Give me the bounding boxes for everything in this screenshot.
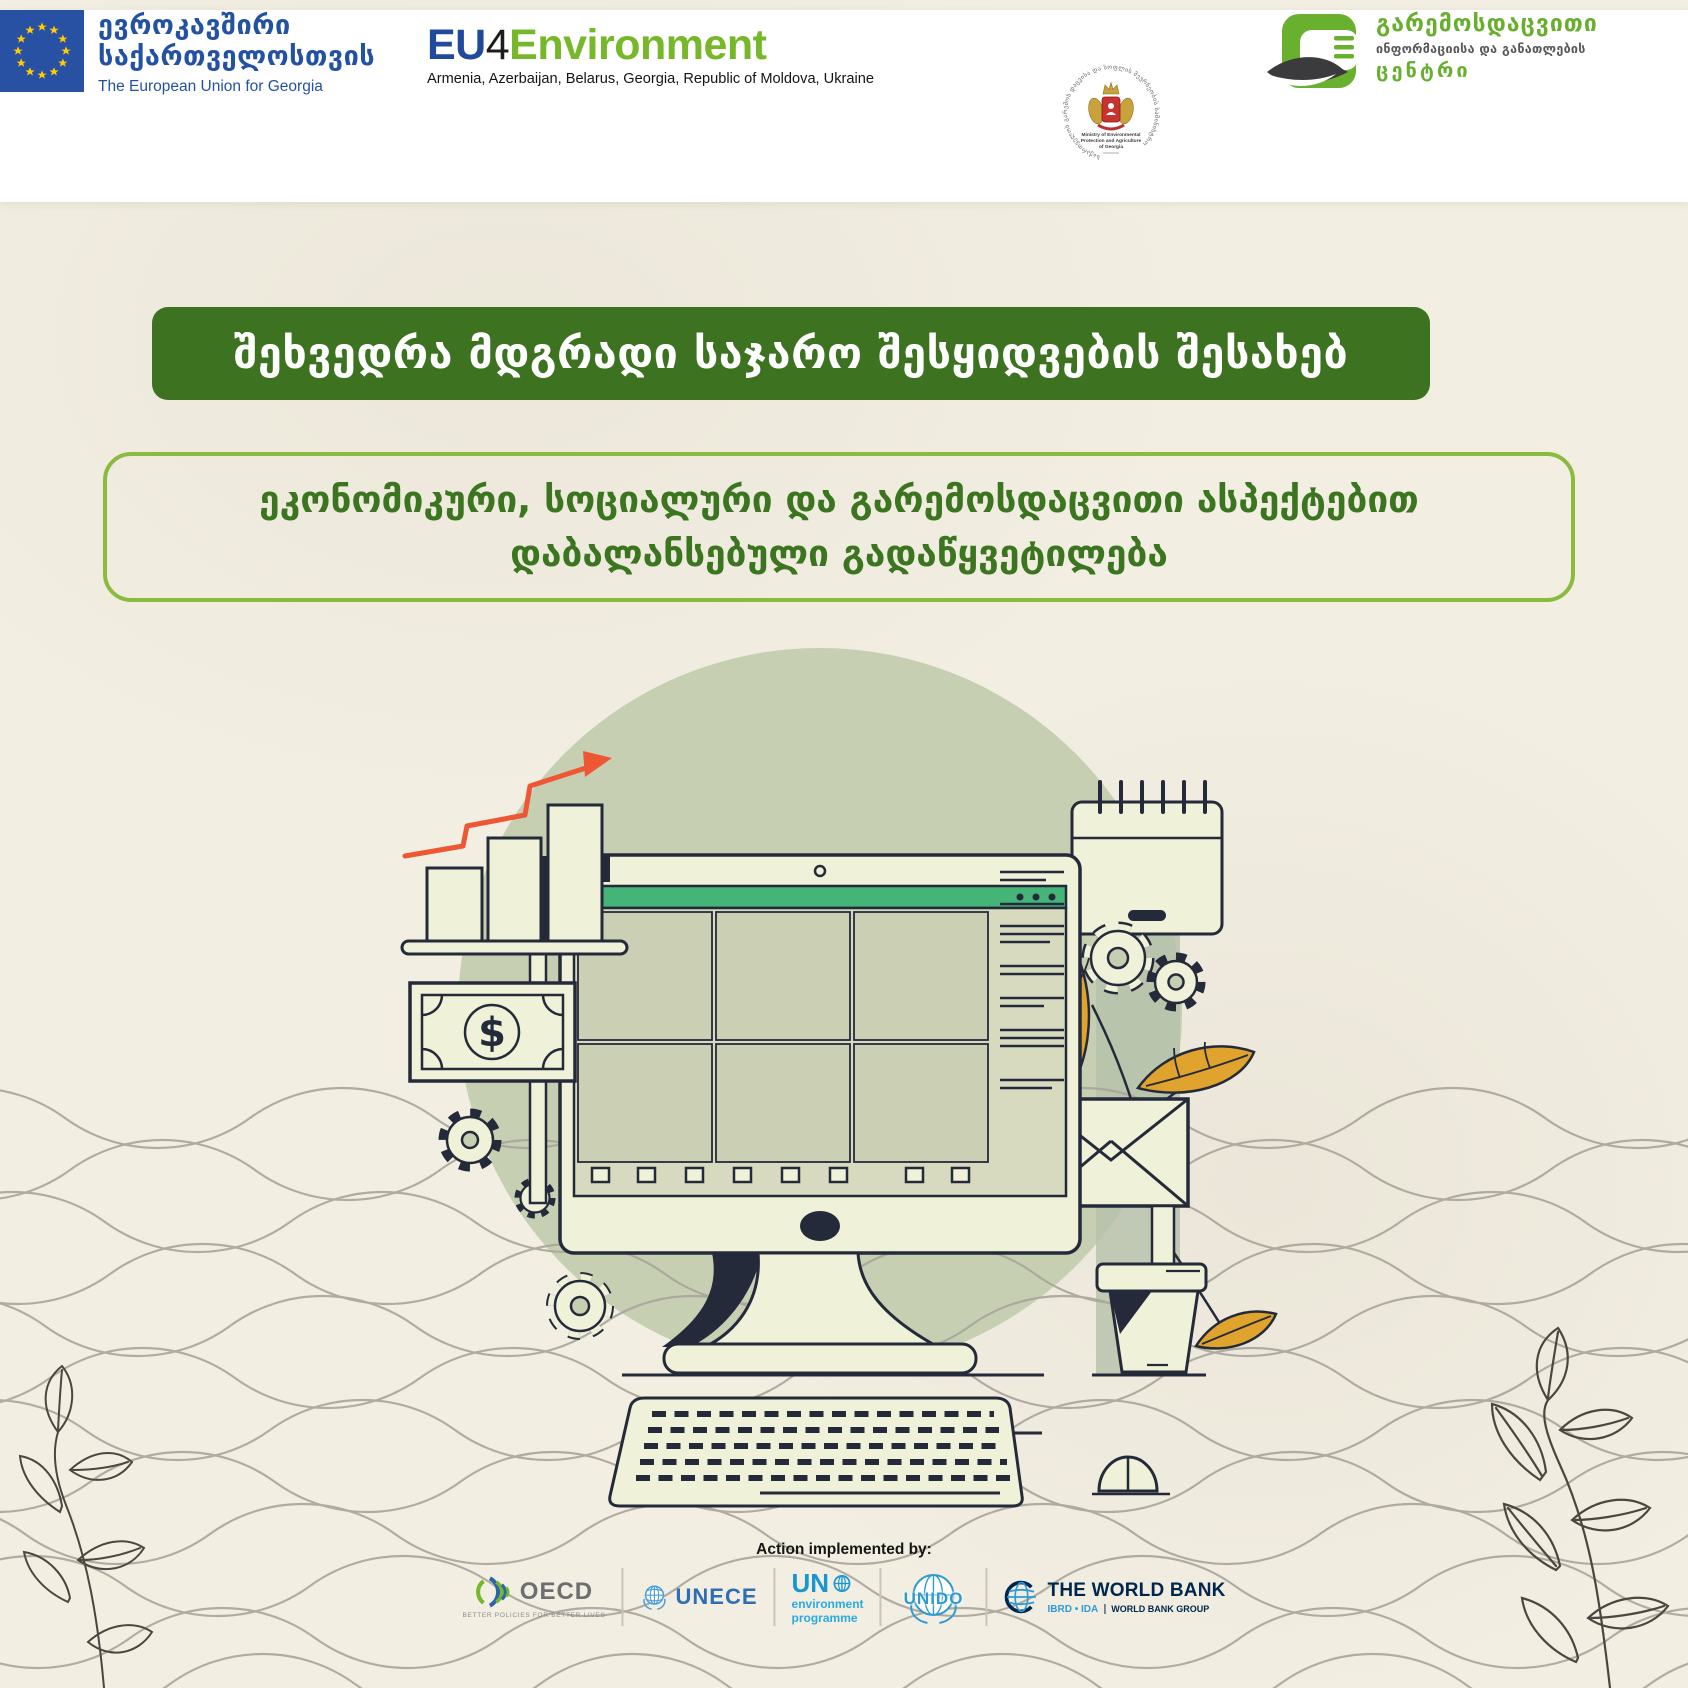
eu4environment-logo — [427, 21, 874, 87]
eu-georgian-line1: ევროკავშირი — [98, 10, 291, 41]
eiec-line2: ინფორმაციისა და განათლების — [1376, 41, 1586, 57]
subtitle-line1: ეკონომიკური, სოციალური და გარემოსდაცვითი ასპექტებით — [259, 478, 1419, 522]
gear-icon — [1088, 928, 1148, 988]
eiec-logo — [1266, 12, 1598, 92]
eu-logo — [0, 10, 375, 96]
mouse-icon — [1092, 1457, 1170, 1494]
ministry-arc-text: საქართველოს გარემოს დაცვისა და სოფლის მეურნეობის სამინისტრო — [1061, 63, 1161, 161]
browser-bar — [574, 886, 1066, 908]
calendar-icon — [1072, 782, 1222, 934]
unep-globe-icon — [832, 1574, 851, 1593]
ministry-name-line1: Ministry of Environmental — [1081, 133, 1141, 138]
dollar-sign: $ — [478, 1010, 506, 1056]
footer-caption: Action implemented by: — [756, 1541, 932, 1558]
header-band — [0, 10, 1688, 202]
unep-un: UN — [791, 1568, 830, 1598]
ministry-name-line2: Protection and Agriculture — [1080, 139, 1142, 144]
eu4env-environment: Environment — [509, 21, 767, 69]
eiec-line3: ცენტრი — [1376, 58, 1471, 83]
unep-logo — [776, 1570, 880, 1624]
title-banner — [152, 307, 1430, 400]
gear-icon — [443, 1113, 497, 1167]
eu4env-4: 4 — [485, 21, 510, 69]
eu-english-line: The European Union for Georgia — [98, 78, 323, 96]
eiec-line1: გარემოსდაცვითი — [1376, 11, 1598, 37]
oecd-name: OECD — [519, 1578, 594, 1605]
gear-icon — [551, 1277, 609, 1335]
eu-georgian-line2: საქართველოსთვის — [98, 41, 376, 73]
unep-line1: environment — [791, 1597, 864, 1611]
ministry-seal — [1056, 58, 1166, 168]
un-emblem-icon — [640, 1582, 670, 1612]
plant-pot-icon — [1097, 1206, 1206, 1372]
money-icon — [410, 983, 575, 1081]
monitor — [560, 855, 1080, 1253]
worldbank-name: THE WORLD BANK — [1047, 1579, 1226, 1601]
power-dot — [800, 1211, 840, 1241]
subtitle-box — [103, 452, 1575, 602]
gear-icon — [1151, 957, 1201, 1007]
unep-line2: programme — [791, 1611, 858, 1625]
eu4env-eu: EU — [427, 21, 486, 69]
unido-name: UNIDO — [903, 1589, 964, 1609]
unece-name: UNECE — [675, 1584, 758, 1609]
screen-panels — [578, 912, 988, 1162]
oecd-globe-icon — [475, 1575, 515, 1609]
oecd-tagline: BETTER POLICIES FOR BETTER LIVES — [462, 1612, 606, 1619]
eiec-icon — [1266, 12, 1360, 92]
leaf-icon — [1196, 1312, 1276, 1349]
oecd-logo — [446, 1575, 621, 1619]
worldbank-group: WORLD BANK GROUP — [1104, 1604, 1209, 1614]
eu-flag-icon — [0, 10, 84, 92]
keyboard-icon — [610, 1398, 1023, 1506]
eu4env-countries: Armenia, Azerbaijan, Belarus, Georgia, Republic of Moldova, Ukraine — [427, 71, 874, 87]
footer-logos — [446, 1568, 1241, 1626]
worldbank-logo — [988, 1579, 1242, 1615]
worldbank-ibrd-ida: IBRD • IDA — [1047, 1603, 1099, 1615]
worldbank-globe-icon — [1004, 1579, 1040, 1615]
ministry-name-line3: of Georgia — [1099, 145, 1123, 150]
unido-logo — [882, 1568, 986, 1626]
unece-logo — [624, 1582, 774, 1612]
subtitle-line2: დაბალანსებული გადაწყვეტილება — [510, 532, 1168, 575]
webcam-icon — [815, 866, 825, 876]
poster-title: შეხვედრა მდგრადი საჯარო შესყიდვების შესახებ — [233, 328, 1349, 379]
leaf-icon — [1138, 1042, 1254, 1093]
